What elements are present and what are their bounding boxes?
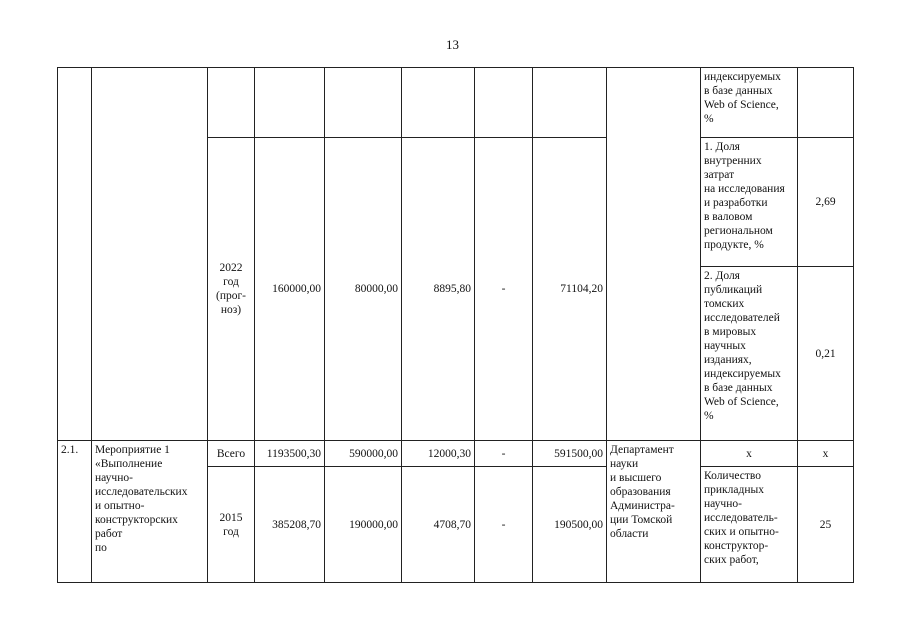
indicator-value-cell: 25 [798,467,854,583]
regional-cell: 8895,80 [402,138,475,441]
total-cell: 385208,70 [255,467,325,583]
program-table [57,67,854,583]
table-row [58,441,854,467]
indicator-value-cell: 0,21 [798,267,854,441]
year-cell: 2015 год [208,467,255,583]
total-cell: 160000,00 [255,138,325,441]
executor-cell-empty [607,68,701,441]
federal-cell: 590000,00 [325,441,402,467]
name-cell: Мероприятие 1 «Выполнение научно- исследовательских и опытно- конструкторских работ по [92,441,208,583]
indicator-cell: Количество прикладных научно- исследователь- ских и опытно- конструктор- ских работ, [701,467,798,583]
name-cell-empty [92,68,208,441]
total-cell: 1193500,30 [255,441,325,467]
local-cell: - [475,138,533,441]
indicator-cell: х [701,441,798,467]
extra-budget-cell: 591500,00 [533,441,607,467]
federal-cell: 190000,00 [325,467,402,583]
table-row [58,68,854,138]
federal-cell: 80000,00 [325,138,402,441]
indicator-cell: 1. Доля внутренних затрат на исследования и разработки в валовом региональном продукте, % [701,138,798,267]
extra-budget-cell: 71104,20 [533,138,607,441]
number-cell: 2.1. [58,441,92,583]
extra-budget-cell: 190500,00 [533,467,607,583]
executor-cell: Департамент науки и высшего образования Администра- ции Томской области [607,441,701,583]
year-cell: 2022 год (прог- ноз) [208,138,255,441]
local-cell: - [475,467,533,583]
indicator-value-cell: х [798,441,854,467]
indicator-cell: 2. Доля публикаций томских исследователей в мировых научных изданиях, индексируемых в базе данных Web of Science, % [701,267,798,441]
regional-cell: 12000,30 [402,441,475,467]
year-cell: Всего [208,441,255,467]
indicator-value-cell: 2,69 [798,138,854,267]
local-cell: - [475,441,533,467]
indicator-cell: индексируемых в базе данных Web of Science, % [701,68,798,138]
number-cell-empty [58,68,92,441]
page-number: 13 [446,37,459,52]
regional-cell: 4708,70 [402,467,475,583]
